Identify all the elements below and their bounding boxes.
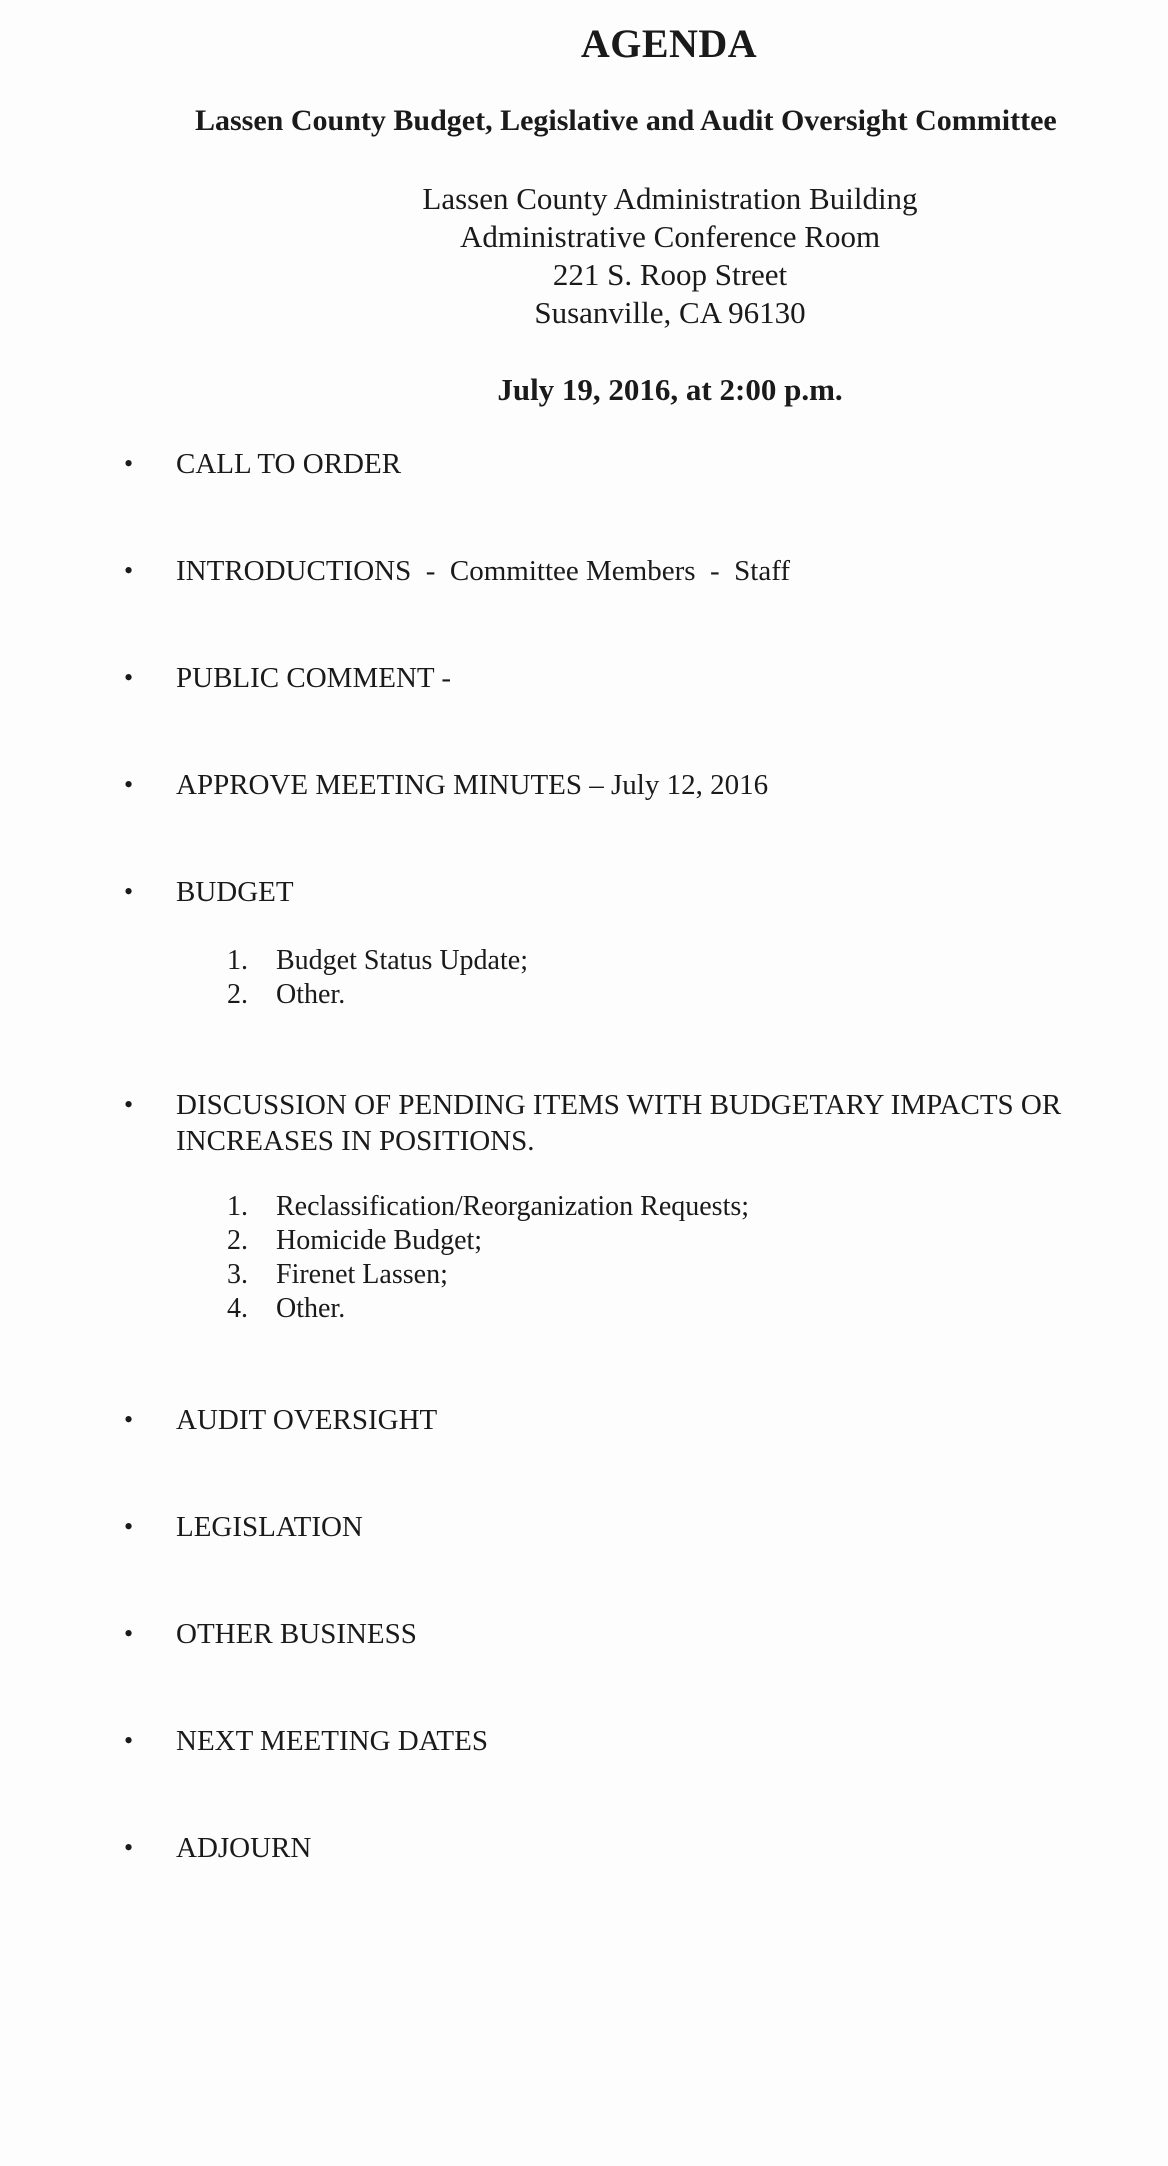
list-item-number: 1. — [227, 945, 248, 976]
bullet-icon: • — [124, 1512, 134, 1541]
list-item-text: Firenet Lassen; — [276, 1259, 448, 1290]
meeting-address — [170, 180, 1168, 332]
list-item-text: Other. — [276, 979, 346, 1010]
budget-sublist — [0, 944, 1168, 1012]
bullet-icon: • — [124, 556, 134, 585]
address-line-city: Susanville, CA 96130 — [534, 295, 806, 330]
agenda-item-label: PUBLIC COMMENT - — [176, 662, 451, 694]
list-item-text: Budget Status Update; — [276, 945, 528, 976]
bullet-icon: • — [124, 1833, 134, 1862]
bullet-icon: • — [124, 449, 134, 478]
meeting-date: July 19, 2016, at 2:00 p.m. — [497, 372, 843, 407]
list-item — [0, 1224, 1168, 1258]
agenda-item-label: INTRODUCTIONS - Committee Members - Staff — [176, 555, 791, 587]
agenda-item-label: ADJOURN — [176, 1832, 312, 1864]
list-item-number: 1. — [227, 1191, 248, 1222]
list-item — [0, 1292, 1168, 1326]
agenda-item-label: BUDGET — [176, 876, 294, 908]
bullet-icon: • — [124, 877, 134, 906]
bullet-icon: • — [124, 1726, 134, 1755]
agenda-item-label: DISCUSSION OF PENDING ITEMS WITH BUDGETARY IMPACTS OR INCREASES IN POSITIONS. — [176, 1089, 1062, 1157]
committee-name: Lassen County Budget, Legislative and Audit Oversight Committee — [195, 104, 1057, 137]
address-line-building: Lassen County Administration Building — [422, 181, 918, 216]
agenda-item-label: OTHER BUSINESS — [176, 1618, 417, 1650]
bullet-icon: • — [124, 663, 134, 692]
list-item-text: Homicide Budget; — [276, 1225, 483, 1256]
list-item — [0, 1190, 1168, 1224]
agenda-item-label: AUDIT OVERSIGHT — [176, 1404, 438, 1436]
address-line-room: Administrative Conference Room — [459, 219, 881, 254]
page-title: AGENDA — [580, 21, 758, 66]
list-item-number: 3. — [227, 1259, 248, 1290]
agenda-item-label: CALL TO ORDER — [176, 448, 402, 480]
agenda-item-label: APPROVE MEETING MINUTES – July 12, 2016 — [176, 769, 769, 801]
list-item-text: Other. — [276, 1293, 346, 1324]
agenda-item-label: LEGISLATION — [176, 1511, 363, 1543]
list-item-number: 2. — [227, 979, 248, 1010]
bullet-icon: • — [124, 1090, 134, 1119]
bullet-icon: • — [124, 770, 134, 799]
list-item-text: Reclassification/Reorganization Requests; — [276, 1191, 750, 1222]
list-item — [0, 1258, 1168, 1292]
list-item — [0, 944, 1168, 978]
bullet-icon: • — [124, 1405, 134, 1434]
address-line-street: 221 S. Roop Street — [552, 257, 788, 292]
bullet-icon: • — [124, 1619, 134, 1648]
list-item-number: 2. — [227, 1225, 248, 1256]
agenda-item-label: NEXT MEETING DATES — [176, 1725, 488, 1757]
pending-items-sublist — [0, 1190, 1168, 1326]
list-item — [0, 978, 1168, 1012]
list-item-number: 4. — [227, 1293, 248, 1324]
